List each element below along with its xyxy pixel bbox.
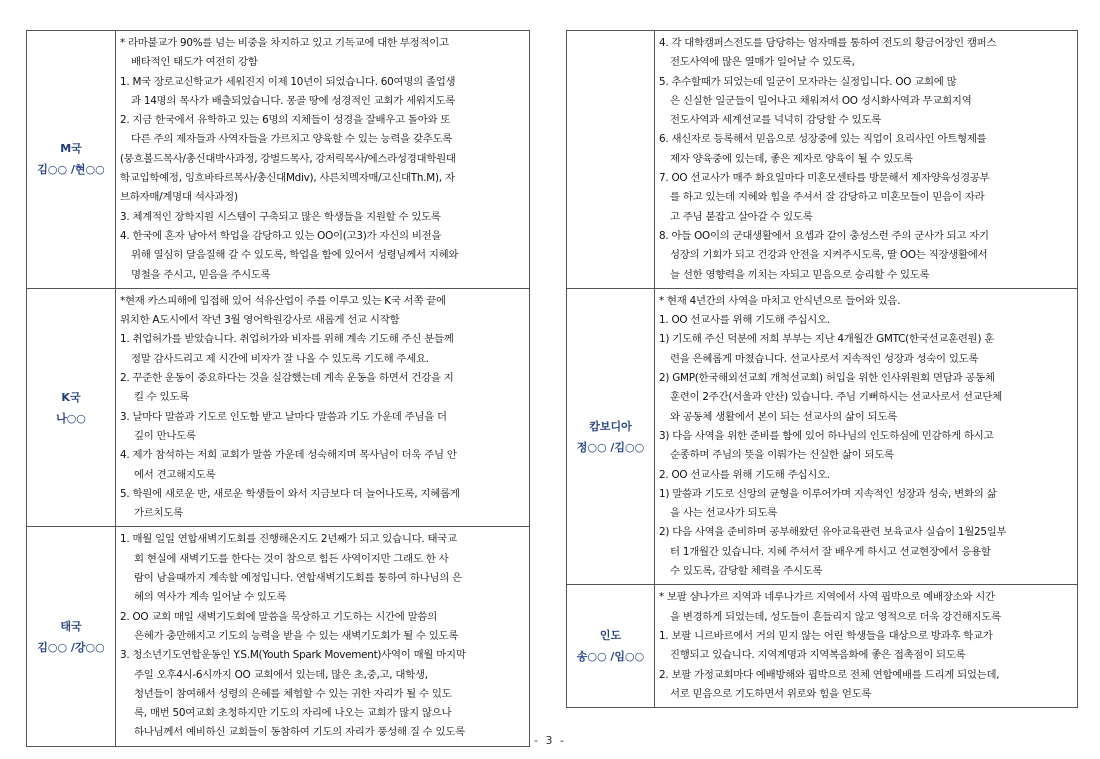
prayer-line: 은혜가 충만해지고 기도의 능력을 받을 수 있는 새벽기도회가 될 수 있도록 [134,629,459,642]
prayer-line: 훈련이 2주간(서울과 안산) 있습니다. 주님 기뻐하시는 선교사로서 선교단체 [670,391,1003,404]
prayer-line: 에서 견고해지도록 [134,468,216,481]
prayer-line: 2. 꾸준한 운동이 중요하다는 것을 실감했는데 계속 운동을 하면서 건강을 지 [120,372,454,385]
left-column [26,30,530,747]
prayer-line: 전도사역과 세계선교를 넉넉히 감당할 수 있도록 [670,114,882,127]
prayer-line: 킬 수 있도록 [134,391,190,404]
prayer-line: 혜의 역사가 계속 일어날 수 있도록 [134,591,287,604]
mission-row [27,527,530,746]
prayer-line: 4. 각 대학캠퍼스전도를 담당하는 엄자매를 통하여 전도의 황금어장인 캠퍼스 [659,37,997,49]
prayer-line: 정말 감사드리고 제 시간에 비자가 잘 나올 수 있도록 기도해 주세요. [131,352,429,365]
country-name: 인도 [599,629,622,643]
prayer-line: 3. 날마다 말씀과 기도로 인도함 받고 날마다 말씀과 기도 가운데 주님을 더 [120,410,447,423]
prayer-line: *현재 카스피해에 입접해 있어 석유산업이 주를 이루고 있는 K국 서쪽 끝에 [120,294,446,307]
prayer-line: 4. 제가 참석하는 저희 교회가 말씀 가운데 성숙해지며 목사님이 더욱 주님 안 [120,449,457,462]
country-cell [567,288,655,584]
prayer-line: * 보팔 샴나가르 지역과 네루나가르 지역에서 사역 핍박으로 예배장소와 시간 [659,591,995,604]
prayer-content-cell [116,288,530,527]
prayer-line: 회 현실에 새벽기도를 한다는 것이 참으로 힘든 사역이지만 그래도 한 사 [134,552,449,565]
prayer-line: 하나님께서 예비하신 교회들이 동참하여 기도의 자리가 풍성해 질 수 있도록 [134,726,465,739]
missionary-names: 나○○ [56,411,86,425]
prayer-line: 3. 청소년기도연합운동인 Y.S.M(Youth Spark Movement)사역이 매월 마지막 [120,649,466,662]
mission-row [567,288,1078,584]
prayer-line: 수 있도록, 감당할 체력을 주시도록 [670,565,823,578]
prayer-line: (뭉흐볼드목사/총신대박사과정, 강벌드목사, 강저릭목사/에스라성경대학원대 [120,152,456,165]
prayer-line: 주일 오후4시-6시까지 OO 교회에서 있는데, 많은 초,중,고, 대학생, [134,668,428,681]
prayer-line: 청년들이 참여해서 성령의 은혜를 체험할 수 있는 귀한 자리가 될 수 있도 [134,687,452,700]
missionary-names: 정○○ /김○○ [576,440,645,454]
mission-row [567,31,1078,289]
prayer-line: 전도사역에 많은 열매가 일어날 수 있도록, [670,56,855,69]
prayer-line: 3) 다음 사역을 위한 준비를 함에 있어 하나님의 인도하심에 민감하게 하시고 [659,429,994,442]
prayer-content-cell [655,31,1078,289]
prayer-line: 진행되고 있습니다. 지역계명과 지역복음화에 좋은 접촉점이 되도록 [670,649,966,662]
country-cell [27,288,116,527]
prayer-content-cell [116,527,530,746]
prayer-line: * 라마불교가 90%를 넘는 비중을 차지하고 있고 기독교에 대한 부정적이고 [120,37,449,49]
prayer-content-cell [116,31,530,289]
prayer-line: 을 변경하게 되었는데, 성도들이 흔들리지 않고 영적으로 더욱 강건해지도록 [670,610,1001,623]
prayer-line: 2. 보팔 가정교회마다 예배방해와 핍박으로 전체 연합예배를 드리게 되었는데, [659,668,1000,681]
prayer-line: 1) 기도해 주신 덕분에 저희 부부는 지난 4개월간 GMTC(한국선교훈련원) 훈 [659,333,995,346]
prayer-line: 록, 매번 50여교회 초청하지만 기도의 자리에 나오는 교회가 많지 않으나 [134,707,452,720]
country-cell [567,585,655,708]
mission-row [27,288,530,527]
prayer-line: 5. 추수할때가 되었는데 일군이 모자라는 실정입니다. OO 교회에 많 [659,75,957,88]
prayer-content-cell [655,288,1078,584]
missionary-names: 김○○ /강○○ [37,640,105,654]
missionary-names: 송○○ /임○○ [576,650,645,664]
prayer-line: 5. 학원에 새로운 반, 새로운 학생들이 와서 지금보다 더 늘어나도록, 지혜롭게 [120,487,460,500]
prayer-line: 7. OO 선교사가 매주 화요일마다 미혼모센타를 방문해서 제자양육성경공부 [659,172,990,185]
prayer-line: 은 신실한 일군들이 일어나고 채워져서 OO 성시화사역과 무교회지역 [670,94,972,107]
prayer-line: 3. 체계적인 장학지원 시스템이 구축되고 많은 학생들을 지원할 수 있도록 [120,210,441,223]
country-name: 태국 [60,619,82,633]
page-number: - 3 - [534,734,566,747]
prayer-line: 2. 지금 한국에서 유학하고 있는 6명의 지체들이 성경을 잘배우고 돌아와 또 [120,114,451,127]
prayer-line: 2) 다음 사역을 준비하며 공부해왔던 유아교육관련 보육교사 실습이 1월25일부 [659,526,1007,539]
prayer-line: 1. 취업허가를 받았습니다. 취업허가와 비자를 위해 계속 기도해 주신 분들께 [120,333,454,346]
right-column [566,30,1078,708]
prayer-line: 1. 매월 일일 연합새벽기도회를 진행해온지도 2년째가 되고 있습니다. 태국교 [120,533,457,546]
prayer-line: 1. OO 선교사를 위해 기도해 주십시오. [659,314,830,327]
prayer-line: 를 하고 있는데 지혜와 힘을 주셔서 잘 감당하고 미혼모들이 믿음이 자라 [670,191,985,204]
prayer-line: 2) GMP(한국해외선교회 개척선교회) 허입을 위한 인사위원회 면담과 공동체 [659,372,995,385]
prayer-line: 2. OO 교회 매일 새벽기도회에 말씀을 묵상하고 기도하는 시간에 말씀의 [120,610,438,623]
country-name: K국 [61,390,81,404]
country-cell [567,31,655,289]
prayer-line: 제자 양육중에 있는데, 좋은 제자로 양육이 될 수 있도록 [670,152,913,165]
prayer-line: 1. M국 장로교신학교가 세워진지 이제 10년이 되었습니다. 60여명의 졸업생 [120,75,456,88]
prayer-line: 와 공동체 생활에서 본이 되는 선교사의 삶이 되도록 [670,410,897,423]
prayer-line: 학교입학예정, 잉흐바타르목사/총신대Mdiv), 사른치멕자매/고신대Th.M), 자 [120,172,455,185]
country-cell [27,31,116,289]
prayer-line: 6. 새신자로 등록해서 믿음으로 성장중에 있는 직업이 요리사인 아트형제를 [659,133,987,146]
prayer-line: 깊이 만나도록 [134,429,196,442]
prayer-line: 서로 믿음으로 기도하면서 위로와 힘을 얻도록 [670,687,872,700]
right-prayer-table [566,30,1078,708]
prayer-content-cell [655,585,1078,708]
prayer-line: 가르치도록 [134,507,183,520]
prayer-line: 8. 아들 OO이의 군대생활에서 요셉과 같이 충성스런 주의 군사가 되고 자기 [659,229,989,242]
country-name: 캄보디아 [589,419,632,433]
prayer-line: 배타적인 태도가 여전히 강함 [131,56,258,69]
prayer-line: 늘 선한 영향력을 끼치는 자되고 믿음으로 승리할 수 있도록 [670,268,930,281]
prayer-line: * 현재 4년간의 사역을 마치고 안식년으로 들어와 있음. [659,294,901,307]
country-cell [27,527,116,746]
prayer-line: 람이 남을때까지 계속할 예정입니다. 연합새벽기도회를 통하여 하나님의 은 [134,572,462,585]
missionary-names: 김○○ /현○○ [37,163,105,177]
prayer-line: 과 14명의 목사가 배출되었습니다. 몽골 땅에 성경적인 교회가 세워지도록 [131,94,456,107]
prayer-line: 1. 보팔 니르바르에서 거의 믿지 않는 어린 학생들을 대상으로 방과후 학교가 [659,629,993,642]
prayer-line: 브하자매/계명대 석사과정) [120,191,238,204]
prayer-line: 위해 열심히 달음질해 갈 수 있도록, 학업을 함에 있어서 성령님께서 지혜와 [131,249,459,262]
prayer-line: 4. 한국에 혼자 남아서 학업을 감당하고 있는 OO이(고3)가 자신의 비전을 [120,229,442,242]
prayer-line: 다른 주의 제자들과 사역자들을 가르치고 양육할 수 있는 능력을 갖추도록 [131,133,453,146]
left-prayer-table [26,30,530,747]
prayer-line: 련을 은혜롭게 마쳤습니다. 선교사로서 지속적인 성장과 성숙이 있도록 [670,352,979,365]
prayer-line: 터 1개월간 있습니다. 지혜 주셔서 잘 배우게 하시고 선교현장에서 응용할 [670,545,991,558]
prayer-line: 명철을 주시고, 믿음을 주시도록 [131,268,271,281]
prayer-line: 1) 말씀과 기도로 신앙의 균형을 이루어가며 지속적인 성장과 성숙, 변화의 삶 [659,487,997,500]
prayer-line: 성장의 기회가 되고 건강과 안전을 지켜주시도록, 딸 OO는 직장생활에서 [670,249,988,262]
mission-row [567,585,1078,708]
prayer-line: 순종하며 주님의 뜻을 이뤄가는 신실한 삶이 되도록 [670,449,894,462]
mission-row [27,31,530,289]
prayer-line: 위치한 A도시에서 작년 3월 영어학원강사로 새롭게 선교 시작함 [120,314,400,327]
country-name: M국 [60,142,82,156]
prayer-line: 고 주님 붙잡고 살아갈 수 있도록 [670,210,813,223]
prayer-line: 을 사는 선교사가 되도록 [670,507,778,520]
prayer-line: 2. OO 선교사를 위해 기도해 주십시오. [659,468,830,481]
